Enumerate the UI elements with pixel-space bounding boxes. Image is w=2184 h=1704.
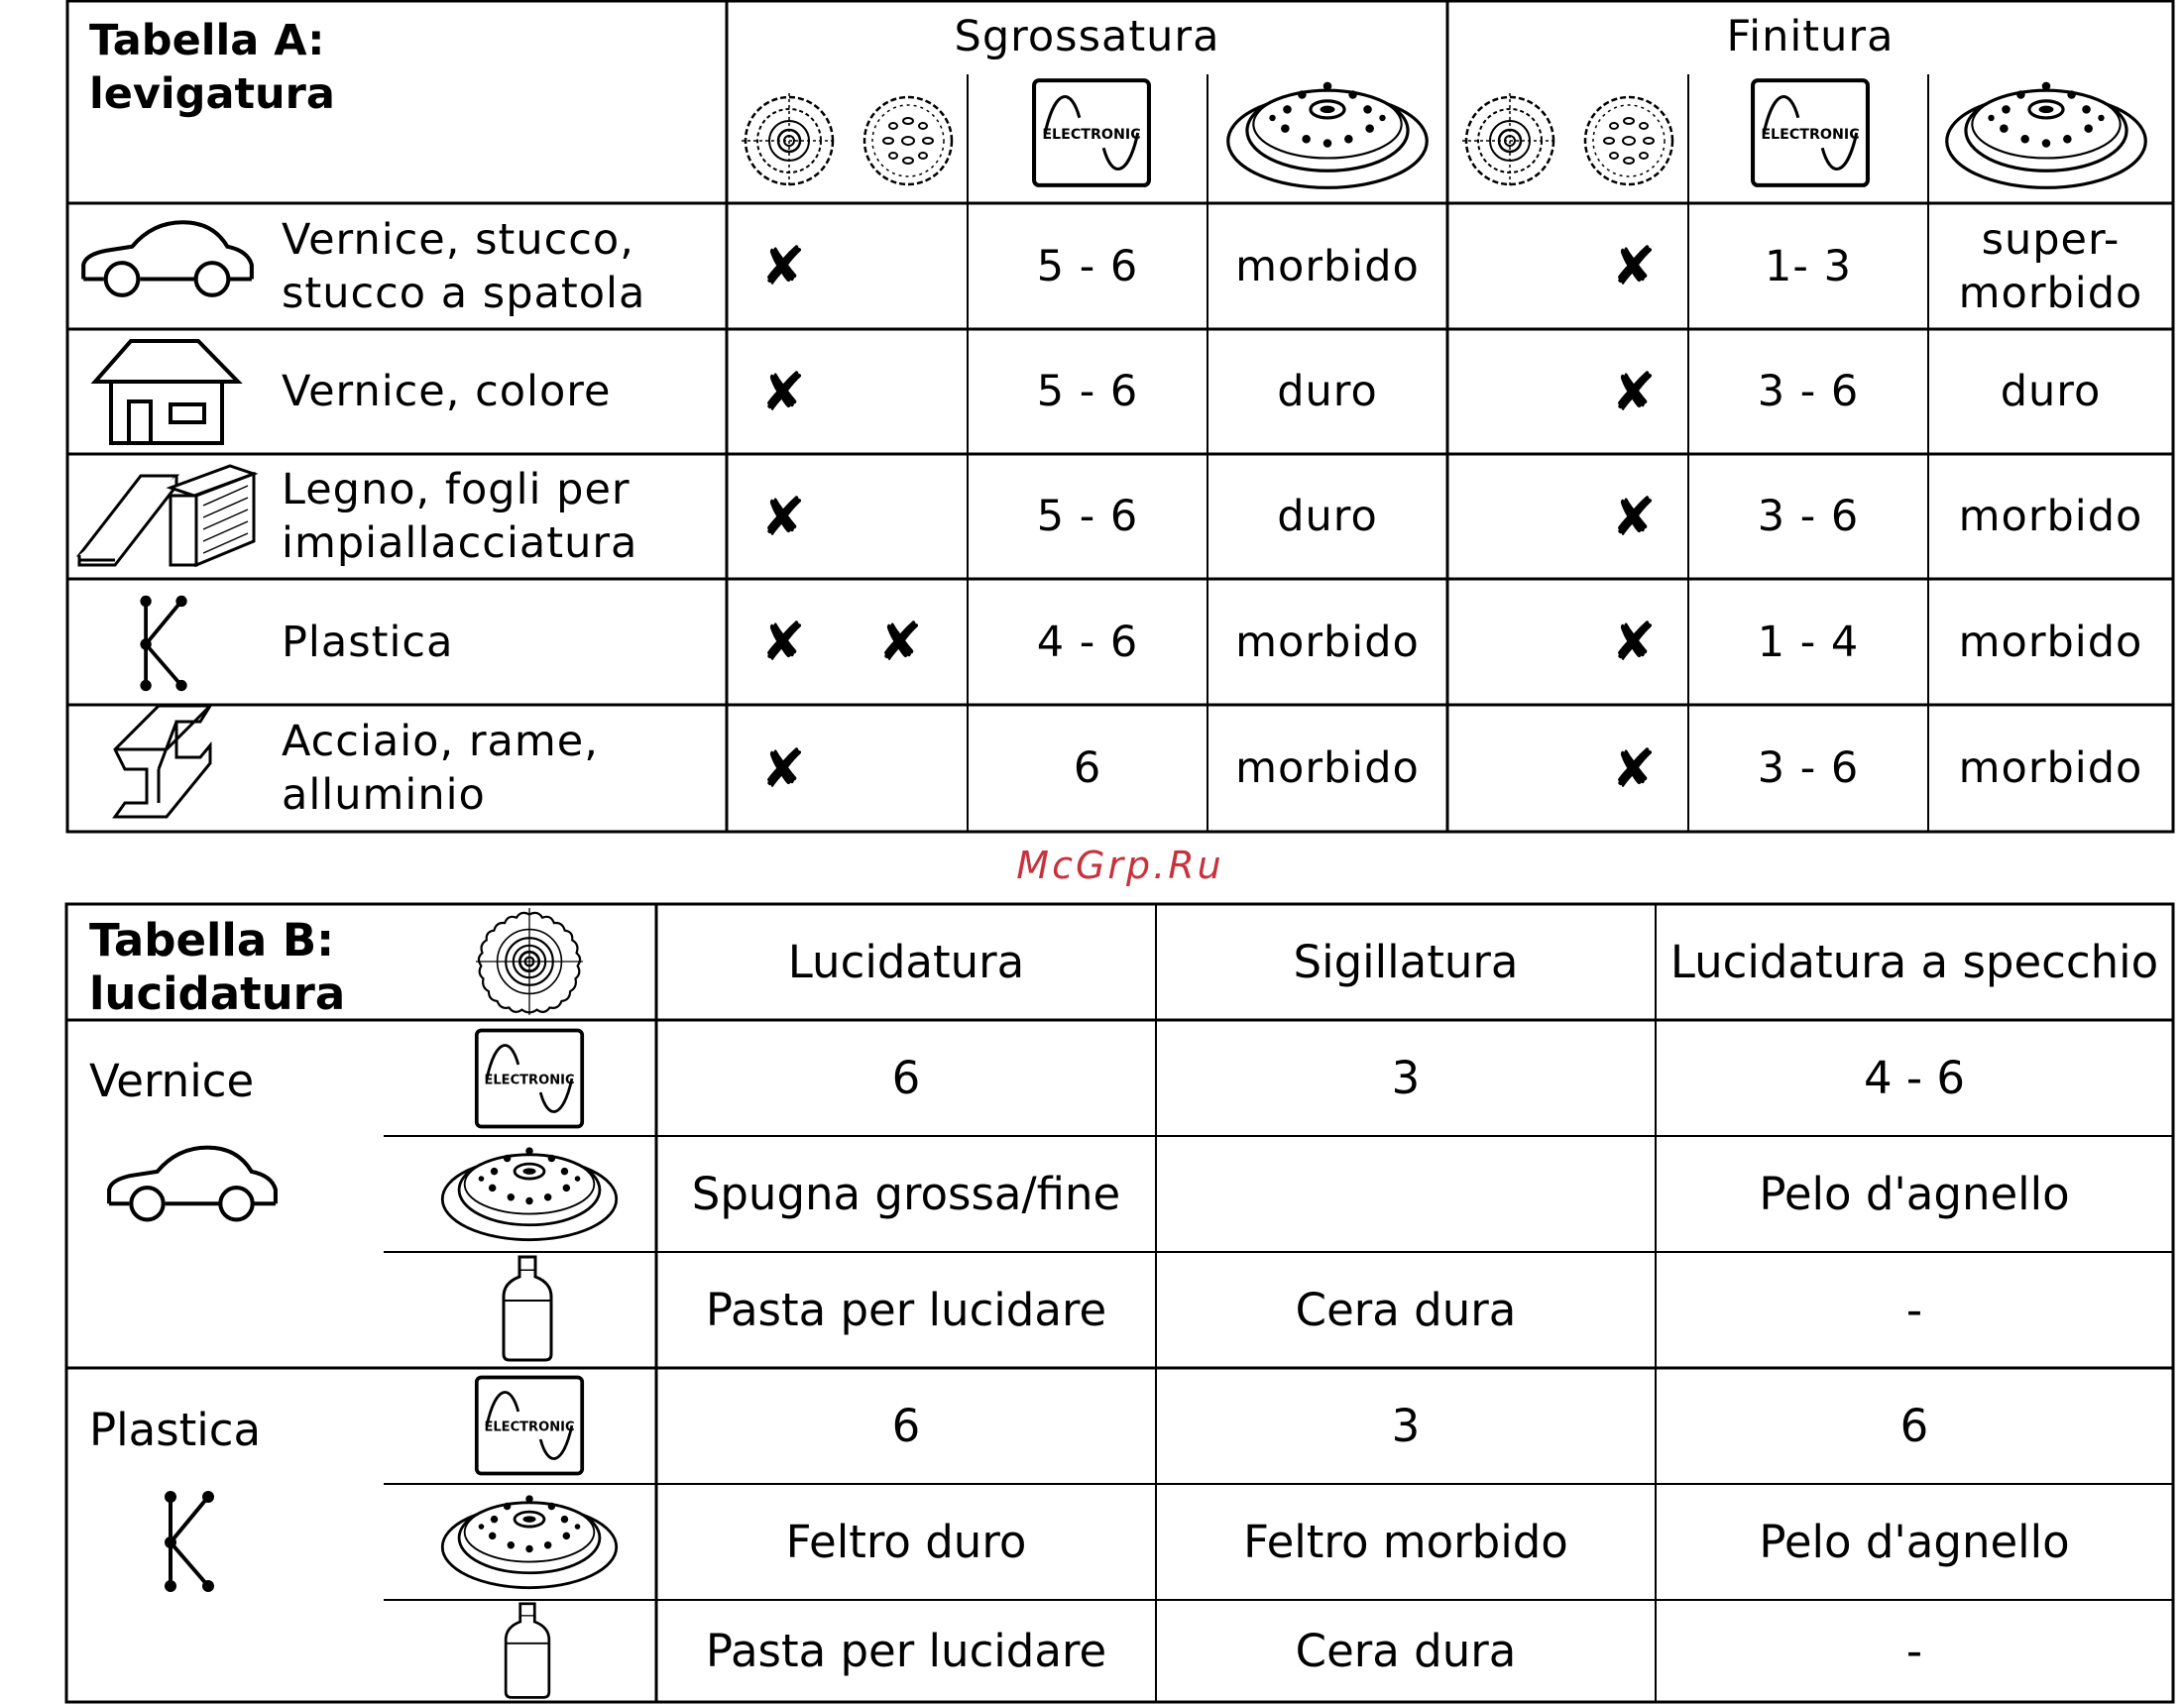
column-header-lucidatura-a-specchio: Lucidatura a specchio — [1669, 936, 2159, 988]
pad-value: morbido — [1235, 617, 1420, 667]
table-cell: 6 — [891, 1400, 921, 1452]
material-label: Vernice, colore — [282, 367, 612, 416]
polish-bottle-icon — [506, 1604, 549, 1698]
column-header-sigillatura: Sigillatura — [1293, 936, 1519, 988]
check-mark: ✘ — [760, 737, 806, 800]
speed-value: 5 - 6 — [1036, 492, 1139, 541]
perforated-disc-icon — [864, 97, 952, 184]
pad-value: super- morbido — [1958, 214, 2143, 318]
pad-value: duro — [1277, 492, 1378, 541]
table-cell: Pelo d'agnello — [1759, 1516, 2070, 1568]
group-label-vernice: Vernice — [89, 1054, 255, 1107]
steel-beam-icon — [115, 706, 210, 817]
pad-value: morbido — [1958, 492, 2143, 541]
check-mark: ✘ — [760, 611, 806, 673]
table-cell: 6 — [891, 1052, 921, 1104]
material-label: Legno, fogli per impiallacciatura — [282, 465, 638, 568]
pad-value: morbido — [1235, 743, 1420, 793]
table-a-title: Tabella A: levigatura — [89, 16, 335, 119]
polishing-disc-icon — [476, 908, 583, 1015]
group-label-plastica: Plastica — [89, 1403, 262, 1456]
table-cell: Feltro duro — [785, 1516, 1027, 1568]
material-label: Vernice, stucco, stucco a spatola — [282, 214, 646, 318]
speed-value: 6 — [1073, 743, 1102, 793]
speed-value: 1- 3 — [1765, 241, 1852, 291]
table-cell: 4 - 6 — [1863, 1052, 1966, 1104]
check-mark: ✘ — [1611, 485, 1657, 548]
check-mark: ✘ — [1611, 737, 1657, 800]
table-cell: Cera dura — [1295, 1625, 1517, 1677]
check-mark: ✘ — [760, 360, 806, 423]
speed-value: 3 - 6 — [1757, 492, 1860, 541]
house-icon — [95, 341, 238, 443]
plastic-icon — [165, 1491, 214, 1592]
table-cell: 3 — [1391, 1400, 1421, 1452]
table-cell: Spugna grossa/fine — [691, 1168, 1121, 1220]
check-mark: ✘ — [1611, 235, 1657, 297]
perforated-disc-icon — [1585, 97, 1672, 184]
speed-value: 5 - 6 — [1036, 241, 1139, 291]
electronic-speed-icon — [1753, 80, 1868, 185]
table-cell — [1156, 1136, 1656, 1252]
plastic-icon — [140, 596, 186, 691]
column-header-lucidatura: Lucidatura — [787, 936, 1025, 988]
table-cell: 6 — [1899, 1400, 1929, 1452]
check-mark: ✘ — [1611, 611, 1657, 673]
pad-value: duro — [2000, 367, 2102, 416]
table-cell: 3 — [1391, 1052, 1421, 1104]
speed-value: 3 - 6 — [1757, 367, 1860, 416]
group-header-finitura: Finitura — [1726, 12, 1895, 61]
sanding-disc-icon — [742, 93, 837, 188]
polishing-pad-icon — [442, 1147, 616, 1239]
check-mark: ✘ — [760, 485, 806, 548]
speed-value: 3 - 6 — [1757, 743, 1860, 793]
polishing-pad-icon — [442, 1495, 616, 1587]
electronic-speed-icon — [477, 1377, 582, 1473]
table-cell: Feltro morbido — [1243, 1516, 1568, 1568]
sanding-pad-icon — [1947, 82, 2146, 188]
table-cell: Cera dura — [1295, 1284, 1517, 1336]
table-b-title: Tabella B: lucidatura — [89, 914, 346, 1020]
electronic-speed-icon — [477, 1030, 582, 1126]
group-header-sgrossatura: Sgrossatura — [954, 12, 1220, 61]
car-icon — [83, 222, 252, 295]
speed-value: 5 - 6 — [1036, 367, 1139, 416]
table-cell: Pasta per lucidare — [705, 1625, 1107, 1677]
table-cell: Pasta per lucidare — [705, 1284, 1107, 1336]
table-cell: Pelo d'agnello — [1759, 1168, 2070, 1220]
polish-bottle-icon — [504, 1257, 551, 1360]
speed-value: 4 - 6 — [1036, 617, 1139, 667]
table-cell: - — [1905, 1625, 1923, 1677]
pad-value: morbido — [1235, 241, 1420, 291]
car-icon — [109, 1148, 276, 1220]
pad-value: morbido — [1958, 743, 2143, 793]
pad-value: duro — [1277, 367, 1378, 416]
table-cell: - — [1905, 1284, 1923, 1336]
check-mark: ✘ — [760, 235, 806, 297]
check-mark: ✘ — [877, 611, 923, 673]
sanding-pad-icon — [1228, 82, 1428, 188]
material-label: Plastica — [282, 617, 454, 667]
check-mark: ✘ — [1611, 360, 1657, 423]
electronic-speed-icon — [1034, 80, 1149, 185]
speed-value: 1 - 4 — [1757, 617, 1860, 667]
sanding-disc-icon — [1462, 93, 1557, 188]
watermark: McGrp.Ru — [1016, 844, 1224, 887]
wood-icon — [79, 466, 254, 565]
material-label: Acciaio, rame, alluminio — [282, 717, 599, 820]
pad-value: morbido — [1958, 617, 2143, 667]
